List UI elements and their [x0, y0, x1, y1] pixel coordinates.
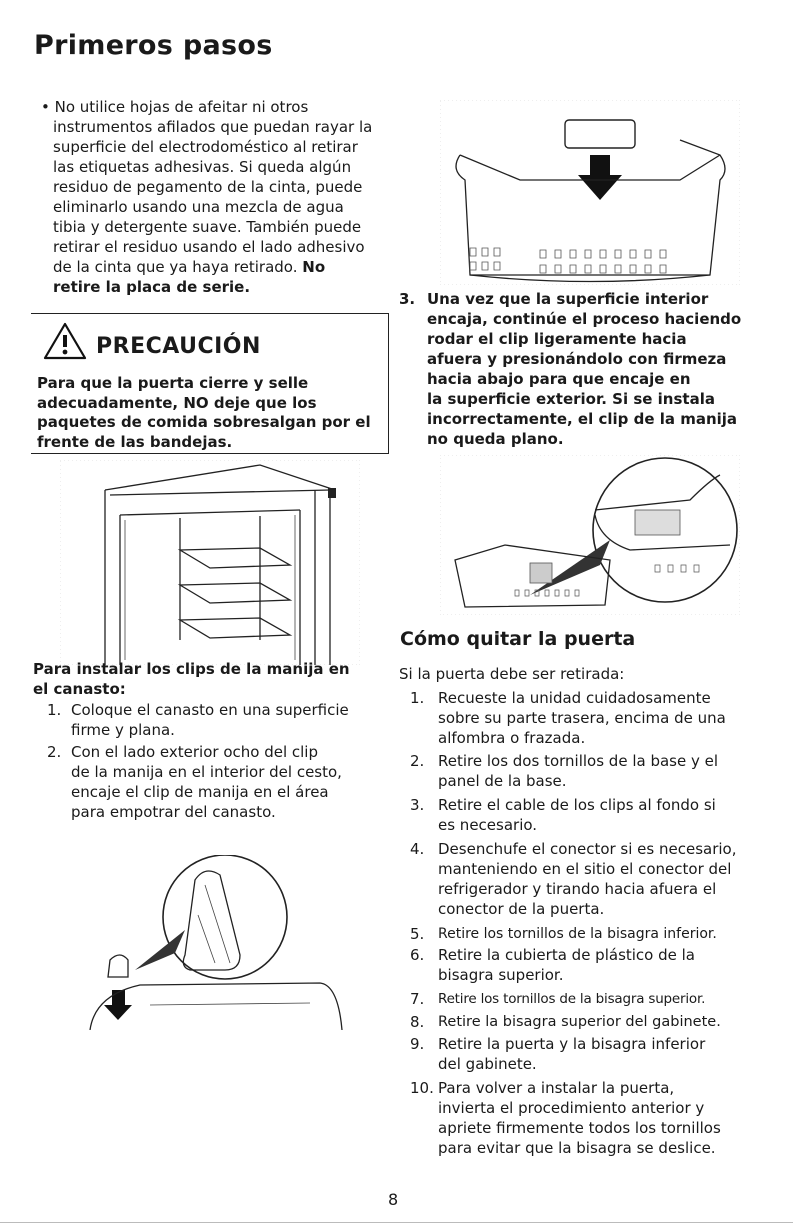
step-line: del gabinete.: [438, 1055, 537, 1073]
step-number: 1.: [47, 701, 62, 719]
step-line: Retire la cubierta de plástico de la: [438, 946, 695, 964]
clips-heading-line: el canasto:: [33, 680, 126, 698]
bullet-line: instrumentos afilados que puedan rayar la: [53, 118, 373, 136]
step-line: la superficie exterior. Si se instala: [427, 390, 715, 408]
step-line: refrigerador y tirando hacia afuera el: [438, 880, 717, 898]
step-line: conector de la puerta.: [438, 900, 605, 918]
basket-clip-detail-illustration: [440, 455, 740, 615]
step-number: 10.: [410, 1079, 434, 1097]
step-line: hacia abajo para que encaje en: [427, 370, 691, 388]
step-3: [399, 289, 769, 449]
caution-line: paquetes de comida sobresalgan por el: [37, 413, 371, 431]
step-number: 5.: [410, 925, 425, 943]
caution-title: PRECAUCIÓN: [96, 334, 261, 359]
step-line: de la manija en el interior del cesto,: [71, 763, 342, 781]
door-steps-list: [410, 688, 785, 1188]
bottom-rule: [0, 1222, 793, 1223]
page-number: 8: [388, 1190, 399, 1209]
refrigerator-illustration: [60, 460, 360, 665]
step-number: 2.: [410, 752, 425, 770]
step-line: afuera y presionándolo con firmeza: [427, 350, 727, 368]
step-line: Recueste la unidad cuidadosamente: [438, 689, 711, 707]
step-line: es necesario.: [438, 816, 538, 834]
caution-line: Para que la puerta cierre y selle: [37, 374, 309, 392]
step-line: para empotrar del canasto.: [71, 803, 276, 821]
step-number: 2.: [47, 743, 62, 761]
step-number: 4.: [410, 840, 425, 858]
step-number: 6.: [410, 946, 425, 964]
caution-line: adecuadamente, NO deje que los: [37, 393, 317, 412]
step-line: Retire la puerta y la bisagra inferior: [438, 1035, 706, 1053]
step-number: 3.: [410, 796, 425, 814]
bullet-line: residuo de pegamento de la cinta, puede: [53, 178, 363, 196]
basket-illustration: [440, 100, 740, 285]
step-number: 8.: [410, 1013, 425, 1031]
step-line: incorrectamente, el clip de la manija: [427, 410, 738, 428]
door-intro: Si la puerta debe ser retirada:: [399, 665, 625, 683]
clips-heading-line: Para instalar los clips de la manija en: [33, 660, 350, 678]
step-number: 7.: [410, 990, 425, 1008]
step-line: sobre su parte trasera, encima de una: [438, 709, 726, 727]
clip-insertion-illustration: [80, 855, 390, 1030]
bullet-line: eliminarlo usando una mezcla de agua: [53, 198, 344, 216]
step-line: invierta el procedimiento anterior y: [438, 1099, 705, 1117]
section-title: Cómo quitar la puerta: [400, 628, 636, 650]
step-line: Para volver a instalar la puerta,: [438, 1079, 675, 1097]
step-line: firme y plana.: [71, 721, 175, 739]
bullet-line: superficie del electrodoméstico al retirar: [53, 138, 358, 156]
bullet-bold-line: retire la placa de serie.: [53, 278, 251, 296]
step-line: alfombra o frazada.: [438, 729, 586, 747]
step-line: Retire el cable de los clips al fondo si: [438, 796, 716, 814]
bullet-line: tibia y detergente suave. También puede: [53, 218, 362, 236]
clip-steps-list: [47, 700, 392, 860]
step-line: rodar el clip ligeramente hacia: [427, 330, 687, 348]
step-line: panel de la base.: [438, 772, 567, 790]
step-line: Retire los dos tornillos de la base y el: [438, 752, 719, 770]
step-line: para evitar que la bisagra se deslice.: [438, 1139, 716, 1157]
caution-line: frente de las bandejas.: [37, 432, 233, 451]
bullet-line: • No utilice hojas de afeitar ni otros: [41, 98, 309, 116]
bullet-bold: No: [302, 258, 326, 276]
step-line: Con el lado exterior ocho del clip: [71, 743, 318, 761]
step-line: Retire la bisagra superior del gabinete.: [438, 1014, 721, 1030]
page-title: Primeros pasos: [34, 30, 273, 61]
step-line: Una vez que la superficie interior: [427, 290, 709, 308]
bullet-line: de la cinta que ya haya retirado.: [53, 258, 303, 276]
step-line: Desenchufe el conector si es necesario,: [438, 840, 737, 858]
step-line: Retire los tornillos de la bisagra inferior.: [438, 926, 717, 942]
clips-heading: [33, 659, 350, 699]
step-line: bisagra superior.: [438, 966, 564, 984]
step-number: 3.: [399, 290, 416, 308]
step-line: manteniendo en el sitio el conector del: [438, 860, 732, 878]
bullet-paragraph: [41, 97, 391, 297]
step-line: no queda plano.: [427, 430, 564, 448]
step-line: apriete firmemente todos los tornillos: [438, 1119, 721, 1137]
step-line: encaja, continúe el proceso haciendo: [427, 310, 742, 328]
step-number: 9.: [410, 1035, 425, 1053]
caution-body: [37, 374, 383, 452]
warning-triangle-icon: [40, 319, 90, 363]
step-number: 1.: [410, 689, 425, 707]
bullet-line: retirar el residuo usando el lado adhesivo: [53, 238, 365, 256]
step-line: Coloque el canasto en una superficie: [71, 701, 349, 719]
step-line: Retire los tornillos de la bisagra superior.: [438, 991, 706, 1007]
step-line: encaje el clip de manija en el área: [71, 783, 329, 801]
bullet-line: las etiquetas adhesivas. Si queda algún: [53, 158, 352, 176]
